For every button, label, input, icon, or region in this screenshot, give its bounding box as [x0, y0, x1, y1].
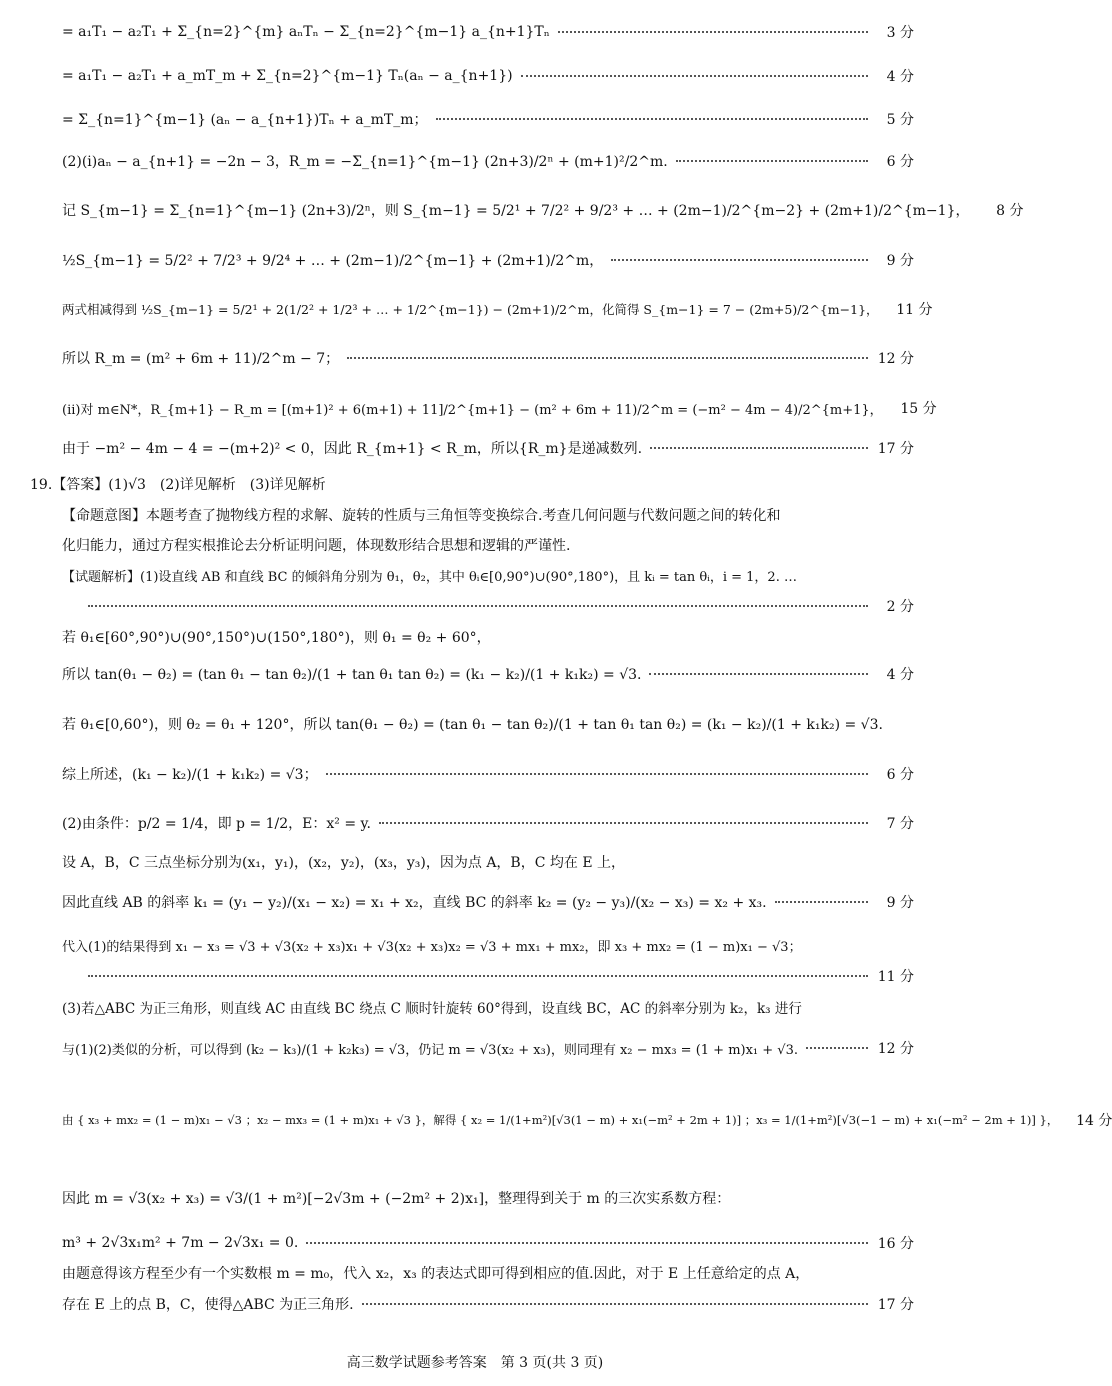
math-expression: 所以 R_m = (m² + 6m + 11)/2^m − 7；	[62, 351, 340, 367]
analysis-text: 【试题解析】(1)设直线 AB 和直线 BC 的倾斜角分别为 θ₁，θ₂，其中 θᵢ∈[0,90°)∪(90°,180°)，且 kᵢ = tan θᵢ，i = 1，2. …	[62, 570, 797, 585]
analysis-text: (3)若△ABC 为正三角形，则直线 AC 由直线 BC 绕点 C 顺时针旋转 60°得到，设直线 BC，AC 的斜率分别为 k₂，k₃ 进行	[62, 1001, 802, 1017]
score-label: 7 分	[886, 816, 914, 832]
page-footer: 高三数学试题参考答案 第 3 页(共 3 页)	[346, 1355, 604, 1371]
score-label: 6 分	[886, 154, 914, 170]
analysis-text: 设 A，B，C 三点坐标分别为(x₁，y₁)，(x₂，y₂)，(x₃，y₃)，因为点 A，B，C 均在 E 上，	[62, 855, 625, 871]
score-label: 4 分	[886, 69, 914, 85]
leader-dots	[88, 975, 868, 977]
score-label: 6 分	[886, 767, 914, 783]
leader-dots	[436, 118, 869, 120]
solution-line	[88, 966, 914, 986]
leader-dots	[650, 447, 868, 449]
math-expression: 与(1)(2)类似的分析，可以得到 (k₂ − k₃)/(1 + k₂k₃) = √3，仍记 m = √3(x₂ + x₃)，则同理有 x₂ − mx₃ = (1 + m)x₁ + √3.	[62, 1042, 798, 1058]
score-label: 11 分	[896, 302, 933, 318]
analysis-text: 因此 m = √3(x₂ + x₃) = √3/(1 + m²)[−2√3m + (−2m² + 2)x₁]，整理得到关于 m 的三次实系数方程：	[62, 1191, 731, 1207]
math-expression: = a₁T₁ − a₂T₁ + a_mT_m + Σ_{n=2}^{m−1} Tₙ(aₙ − a_{n+1})	[62, 68, 513, 84]
score-label: 17 分	[877, 1297, 914, 1313]
solution-line	[62, 398, 937, 418]
math-expression: (ii)对 m∈N*，R_{m+1} − R_m = [(m+1)² + 6(m+1) + 11]/2^{m+1} − (m² + 6m + 11)/2^m = (−m² − 4m − 4)/2^{m+1}，	[62, 402, 883, 418]
analysis-text: 若 θ₁∈[60°,90°)∪(90°,150°)∪(150°,180°)，则 θ₁ = θ₂ + 60°，	[62, 630, 491, 646]
score-label: 12 分	[877, 351, 914, 367]
question-19-header: 19.【答案】(1)√3 (2)详见解析 (3)详见解析	[30, 477, 326, 493]
solution-line	[62, 813, 914, 833]
math-expression: = Σ_{n=1}^{m−1} (aₙ − a_{n+1})Tₙ + a_mT_m；	[62, 112, 428, 128]
leader-dots	[521, 75, 868, 77]
solution-line	[62, 1294, 914, 1314]
intent-text: 【命题意图】本题考查了抛物线方程的求解、旋转的性质与三角恒等变换综合.考查几何问题与代数问题之间的转化和	[62, 508, 781, 524]
leader-dots	[379, 822, 868, 824]
leader-dots	[611, 259, 868, 261]
math-expression: 记 S_{m−1} = Σ_{n=1}^{m−1} (2n+3)/2ⁿ，则 S_{m−1} = 5/2¹ + 7/2² + 9/2³ + … + (2m−1)/2^{m−2} + (2m+1)/2^{m−1}，	[62, 203, 970, 219]
math-expression: 由于 −m² − 4m − 4 = −(m+2)² < 0，因此 R_{m+1} < R_m，所以{R_m}是递减数列.	[62, 441, 643, 457]
solution-line	[88, 596, 914, 616]
score-label: 12 分	[877, 1041, 914, 1057]
math-expression: 存在 E 上的点 B，C，使得△ABC 为正三角形.	[62, 1297, 354, 1313]
leader-dots	[326, 773, 868, 775]
math-expression: ½S_{m−1} = 5/2² + 7/2³ + 9/2⁴ + … + (2m−1)/2^{m−1} + (2m+1)/2^m，	[62, 253, 604, 269]
solution-line	[62, 299, 933, 319]
score-label: 8 分	[996, 203, 1024, 219]
math-expression: 因此直线 AB 的斜率 k₁ = (y₁ − y₂)/(x₁ − x₂) = x₁ + x₂，直线 BC 的斜率 k₂ = (y₂ − y₃)/(x₂ − x₃) = x₂ + x₃.	[62, 895, 767, 911]
score-label: 11 分	[877, 969, 914, 985]
leader-dots	[676, 160, 868, 162]
solution-line	[62, 664, 914, 684]
solution-line	[62, 200, 1024, 220]
solution-line	[62, 764, 914, 784]
analysis-text: 代入(1)的结果得到 x₁ − x₃ = √3 + √3(x₂ + x₃)x₁ + √3(x₂ + x₃)x₂ = √3 + mx₁ + mx₂，即 x₃ + mx₂ = (1 − m)x₁ − √3；	[62, 940, 802, 955]
score-label: 9 分	[886, 895, 914, 911]
analysis-text: 若 θ₁∈[0,60°)，则 θ₂ = θ₁ + 120°，所以 tan(θ₁ − θ₂) = (tan θ₁ − tan θ₂)/(1 + tan θ₁ tan θ₂) = (k₁ − k₂)/(1 + k₁k₂) = √3.	[62, 717, 883, 733]
score-label: 15 分	[900, 401, 937, 417]
math-expression: 综上所述，(k₁ − k₂)/(1 + k₁k₂) = √3；	[62, 767, 318, 783]
solution-line	[62, 151, 914, 171]
score-label: 17 分	[877, 441, 914, 457]
intent-text: 化归能力，通过方程实根推论去分析证明问题，体现数形结合思想和逻辑的严谨性.	[62, 538, 571, 554]
solution-line	[62, 1233, 914, 1253]
score-label: 4 分	[886, 667, 914, 683]
leader-dots	[347, 357, 868, 359]
solution-line	[62, 438, 914, 458]
solution-line	[62, 22, 914, 42]
leader-dots	[649, 673, 868, 675]
analysis-text: 由题意得该方程至少有一个实数根 m = m₀，代入 x₂，x₃ 的表达式即可得到相应的值.因此，对于 E 上任意给定的点 A，	[62, 1266, 810, 1282]
score-label: 14 分	[1076, 1113, 1112, 1129]
math-expression: 两式相减得到 ½S_{m−1} = 5/2¹ + 2(1/2² + 1/2³ + … + 1/2^{m−1}) − (2m+1)/2^m，化简得 S_{m−1} = 7 − (2m+5)/2^{m−1}，	[62, 302, 879, 317]
score-label: 16 分	[877, 1236, 914, 1252]
solution-line	[62, 892, 914, 912]
math-expression: (2)(i)aₙ − a_{n+1} = −2n − 3，R_m = −Σ_{n=1}^{m−1} (2n+3)/2ⁿ + (m+1)²/2^m.	[62, 154, 668, 170]
leader-dots	[558, 31, 868, 33]
math-expression: (2)由条件：p/2 = 1/4，即 p = 1/2，E：x² = y.	[62, 816, 372, 832]
score-label: 5 分	[886, 112, 914, 128]
math-expression: 由 { x₃ + mx₂ = (1 − m)x₁ − √3 ；x₂ − mx₃ = (1 + m)x₁ + √3 }，解得 { x₂ = 1/(1+m²)[√3(1 − m) + x₁(−m² + 2m + 1)] ；x₃ = 1/(1+m²)[√3(−1 − m) + x₁(−m² − 2m + 1)] }，	[62, 1113, 1059, 1127]
score-label: 9 分	[886, 253, 914, 269]
math-expression: = a₁T₁ − a₂T₁ + Σ_{n=2}^{m} aₙTₙ − Σ_{n=2}^{m−1} a_{n+1}Tₙ	[62, 24, 550, 40]
solution-line	[62, 250, 914, 270]
math-expression: 所以 tan(θ₁ − θ₂) = (tan θ₁ − tan θ₂)/(1 + tan θ₁ tan θ₂) = (k₁ − k₂)/(1 + k₁k₂) = √3.	[62, 667, 642, 683]
leader-dots	[88, 605, 868, 607]
leader-dots	[806, 1047, 868, 1049]
solution-line	[62, 1110, 1112, 1130]
solution-line	[62, 109, 914, 129]
solution-line	[62, 348, 914, 368]
solution-line	[62, 66, 914, 86]
leader-dots	[775, 901, 868, 903]
leader-dots	[306, 1242, 868, 1244]
solution-line	[62, 1038, 914, 1058]
leader-dots	[362, 1303, 868, 1305]
score-label: 2 分	[886, 599, 914, 615]
score-label: 3 分	[886, 25, 914, 41]
math-expression: m³ + 2√3x₁m² + 7m − 2√3x₁ = 0.	[62, 1235, 299, 1251]
